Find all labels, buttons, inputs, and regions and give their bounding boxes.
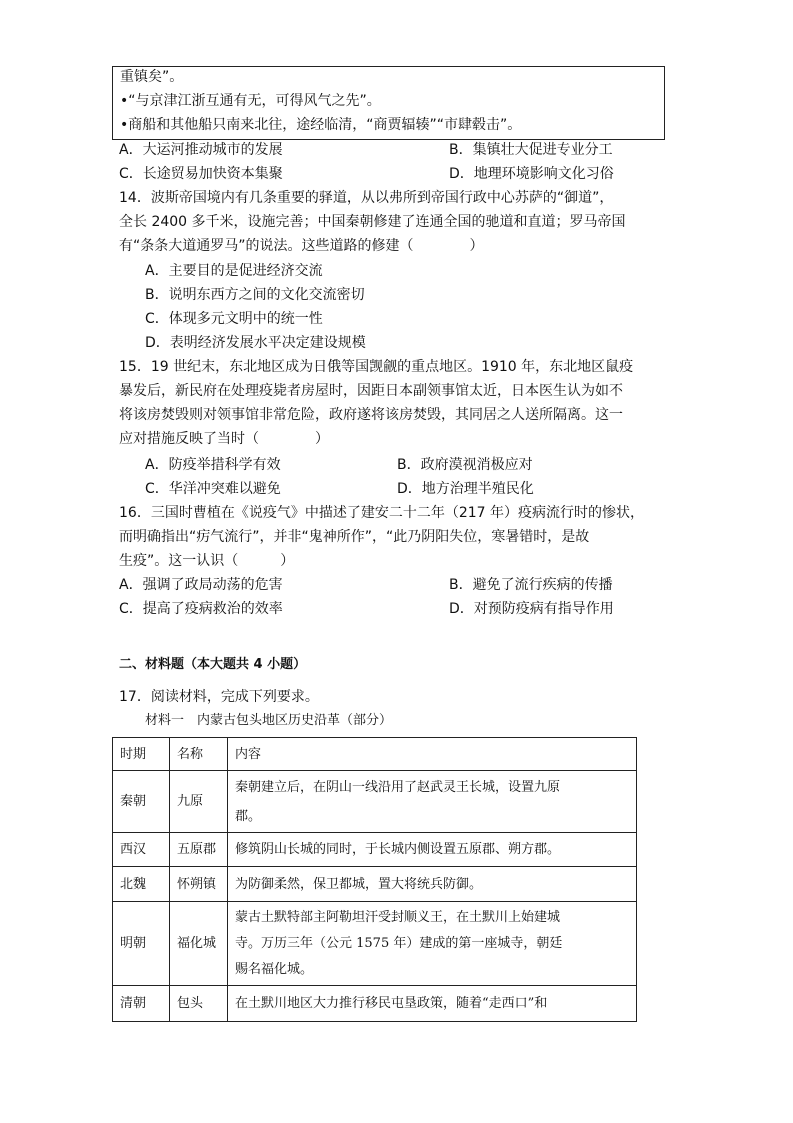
table-header-name: 名称 [170, 738, 228, 771]
section-title: 二、材料题（本大题共 4 小题） [119, 657, 307, 672]
q13-option-c: C．长途贸易加快资本集聚 [119, 166, 283, 182]
table-cell-content-line: 赐名福化城。 [235, 961, 314, 977]
q16-stem-line-1: 16．三国时曹植在《说疫气》中描述了建安二十二年（217 年）疫病流行时的惨状， [119, 505, 644, 521]
material-line-1: 重镇矣”。 [120, 69, 184, 85]
q15-option-b: B．政府漠视消极应对 [397, 457, 533, 473]
table-cell-content: 在土默川地区大力推行移民屯垦政策，随着“走西口”和 [228, 986, 637, 1022]
q14-option-a: A．主要目的是促进经济交流 [145, 263, 323, 279]
table-header-period: 时期 [113, 738, 170, 771]
table-row [113, 771, 637, 833]
table-cell-content [228, 902, 637, 986]
material-box [112, 66, 665, 140]
q14-option-b: B．说明东西方之间的文化交流密切 [145, 287, 365, 303]
material-line-2: •“与京津江浙互通有无，可得风气之先”。 [120, 93, 381, 109]
q15-option-a: A．防疫举措科学有效 [145, 457, 281, 473]
q14-option-d: D．表明经济发展水平决定建设规模 [145, 335, 366, 351]
q15-stem-line-3: 将该房焚毁则对领事馆非常危险，政府遂将该房焚毁，其同居之人送所隔离。这一 [119, 407, 623, 423]
table-cell-period: 秦朝 [113, 771, 170, 833]
q16-option-c: C．提高了疫病救治的效率 [119, 601, 283, 617]
table-cell-name: 福化城 [170, 902, 228, 986]
q15-option-c: C．华洋冲突难以避免 [145, 481, 281, 497]
q16-stem-line-3: 生疫”。这一认识（ ） [119, 553, 295, 569]
table-row [113, 986, 637, 1022]
table-cell-content: 修筑阴山长城的同时，于长城内侧设置五原郡、朔方郡。 [228, 833, 637, 867]
table-row [113, 867, 637, 902]
q16-option-d: D．对预防疫病有指导作用 [449, 601, 614, 617]
table-row [113, 902, 637, 986]
q16-option-a: A．强调了政局动荡的危害 [119, 577, 283, 593]
table-cell-period: 西汉 [113, 833, 170, 867]
q17-stem: 17．阅读材料，完成下列要求。 [119, 689, 319, 705]
q15-stem-line-4: 应对措施反映了当时（ ） [119, 431, 329, 447]
q13-option-d: D．地理环境影响文化习俗 [449, 166, 614, 182]
table-cell-content-line: 蒙古土默特部主阿勒坦汗受封顺义王，在土默川上始建城 [235, 909, 561, 925]
q13-option-b: B．集镇壮大促进专业分工 [449, 142, 613, 158]
q14-option-c: C．体现多元文明中的统一性 [145, 311, 323, 327]
q14-stem-line-2: 全长 2400 多千米，设施完善；中国秦朝修建了连通全国的驰道和直道；罗马帝国 [119, 214, 626, 230]
q15-stem-line-2: 暴发后，新民府在处理疫毙者房屋时，因距日本副领事馆太近，日本医生认为如不 [119, 383, 623, 399]
q16-option-b: B．避免了流行疾病的传播 [449, 577, 613, 593]
table-cell-name: 九原 [170, 771, 228, 833]
material-caption: 材料一 内蒙古包头地区历史沿革（部分） [145, 713, 393, 728]
table-cell-name: 怀朔镇 [170, 867, 228, 902]
table-cell-period: 清朝 [113, 986, 170, 1022]
table-cell-name: 五原郡 [170, 833, 228, 867]
q15-stem-line-1: 15．19 世纪末，东北地区成为日俄等国觊觎的重点地区。1910 年，东北地区鼠疫 [119, 359, 634, 375]
table-header-row [113, 738, 637, 771]
table-cell-content [228, 771, 637, 833]
history-table [112, 737, 637, 1022]
table-row [113, 833, 637, 867]
q14-stem-line-1: 14．波斯帝国境内有几条重要的驿道，从以弗所到帝国行政中心苏萨的“御道”， [119, 190, 614, 206]
table-header-content: 内容 [228, 738, 637, 771]
table-cell-content: 为防御柔然，保卫都城，置大将统兵防御。 [228, 867, 637, 902]
table-cell-name: 包头 [170, 986, 228, 1022]
table-cell-content-line: 秦朝建立后，在阴山一线沿用了赵武灵王长城，设置九原 [235, 779, 561, 795]
q15-option-d: D．地方治理半殖民化 [397, 481, 534, 497]
q16-stem-line-2: 而明确指出“疠气流行”，并非“鬼神所作”，“此乃阴阳失位，寒暑错时，是故 [119, 529, 590, 545]
table-cell-period: 北魏 [113, 867, 170, 902]
table-cell-period: 明朝 [113, 902, 170, 986]
q14-stem-line-3: 有“条条大道通罗马”的说法。这些道路的修建（ ） [119, 238, 484, 254]
table-cell-content-line: 寺。万历三年（公元 1575 年）建成的第一座城寺，朝廷 [235, 935, 563, 951]
table-cell-content-line: 郡。 [235, 808, 262, 824]
material-line-3: •商船和其他船只南来北往，途经临清，“商贾辐辏”“市肆毂击”。 [120, 117, 522, 133]
q13-option-a: A．大运河推动城市的发展 [119, 142, 283, 158]
